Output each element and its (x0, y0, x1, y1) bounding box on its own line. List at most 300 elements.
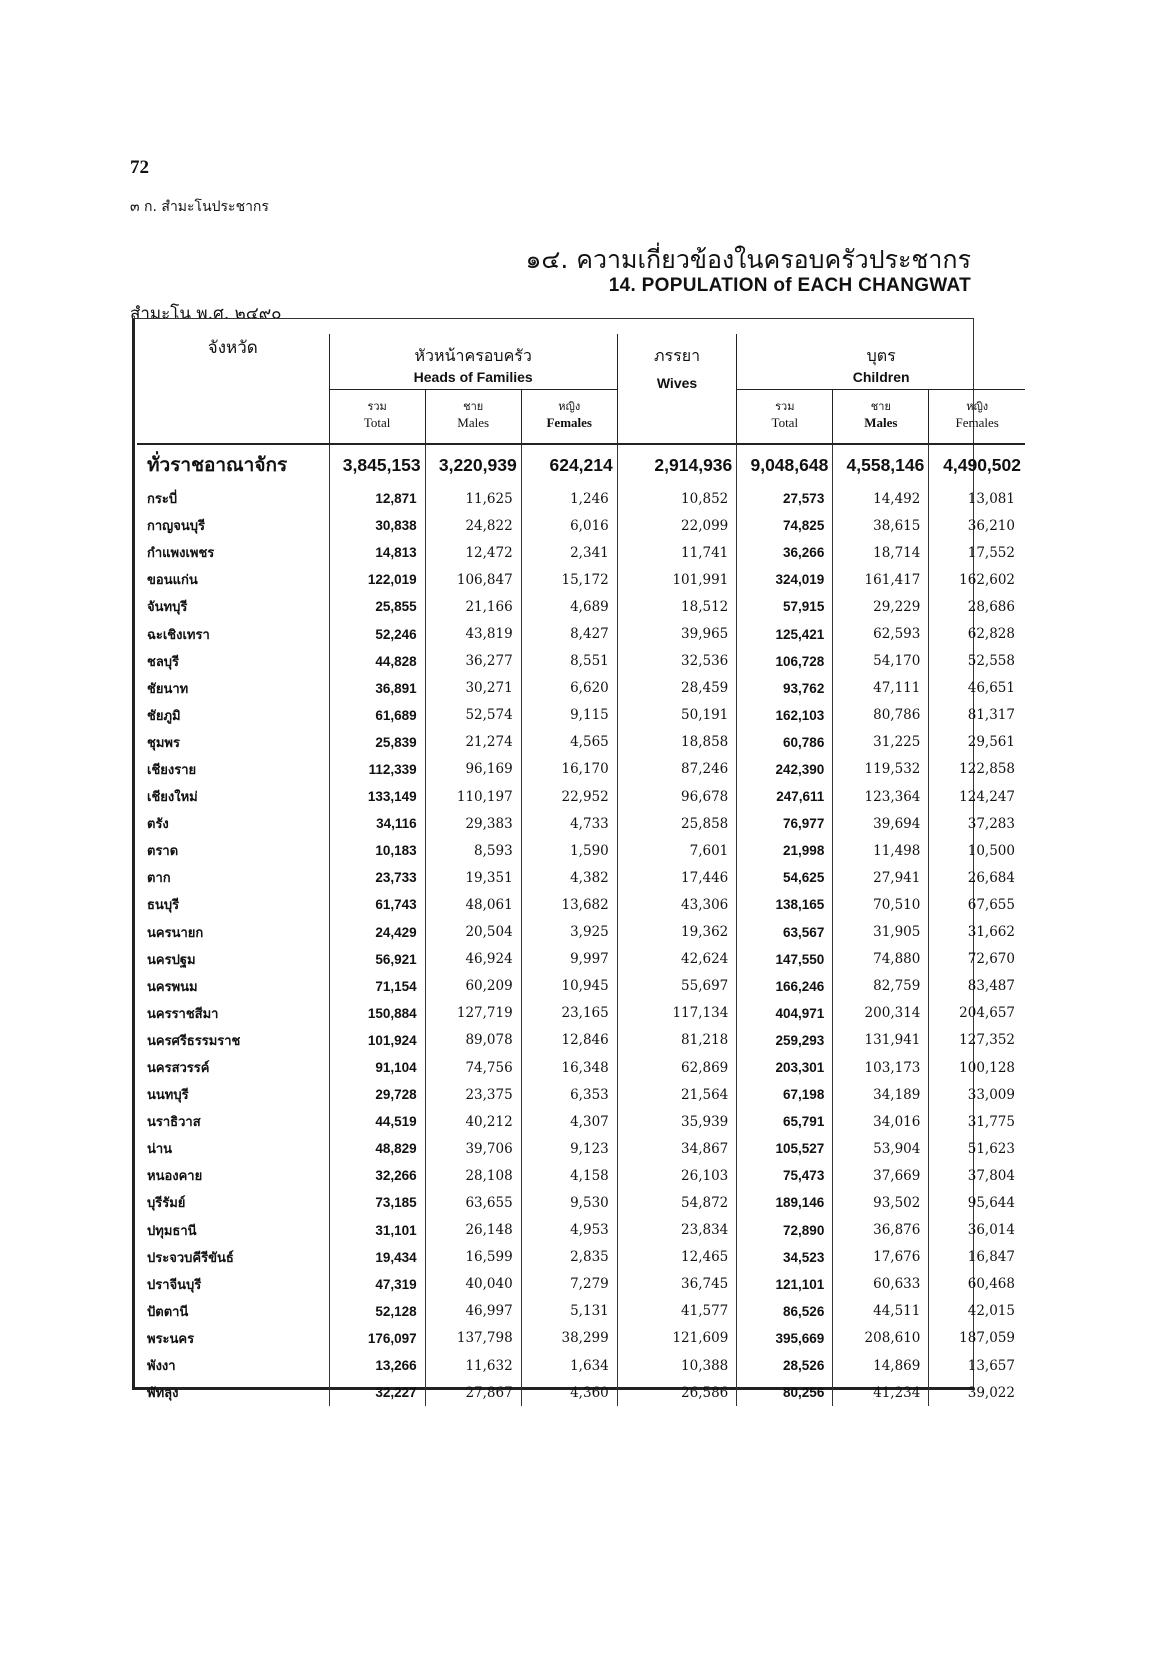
children-males-cell: 82,759 (833, 973, 929, 1000)
children-females-cell: 36,210 (967, 517, 1015, 534)
wives-cell: 42,624 (617, 946, 737, 973)
children-females-cell: 37,283 (967, 815, 1015, 832)
children-males-cell: 36,876 (833, 1217, 929, 1244)
table-row (137, 1000, 1025, 1027)
table-body (137, 444, 1025, 1406)
province-name-cell: พระนคร (137, 1325, 329, 1352)
table-row (137, 702, 1025, 729)
children-total-cell: 147,550 (737, 946, 833, 973)
heads-females-header: หญิง Females (521, 390, 617, 445)
children-total-cell: 54,625 (737, 864, 833, 891)
table-row (137, 1081, 1025, 1108)
heads-females-cell: 6,016 (521, 512, 617, 539)
heads-total-cell: 36,891 (329, 675, 425, 702)
heads-females-cell: 1,634 (521, 1352, 617, 1379)
heads-females-cell: 22,952 (521, 783, 617, 810)
province-name-cell: ธนบุรี (137, 891, 329, 918)
heads-males-cell: 11,625 (425, 485, 521, 512)
heads-females-cell: 9,997 (521, 946, 617, 973)
children-total-cell: 75,473 (737, 1162, 833, 1189)
heads-females-cell: 5,131 (521, 1298, 617, 1325)
wives-cell: 28,459 (617, 675, 737, 702)
province-name-cell: นครปฐม (137, 946, 329, 973)
province-name-cell: ปทุมธานี (137, 1217, 329, 1244)
children-females-cell: 62,828 (967, 626, 1015, 643)
children-females-cell: 28,686 (967, 598, 1015, 615)
wives-cell: 21,564 (617, 1081, 737, 1108)
heads-males-cell: 74,756 (425, 1054, 521, 1081)
children-header-english: Children (852, 369, 910, 385)
heads-females-cell: 1,246 (521, 485, 617, 512)
heads-total-cell: 48,829 (329, 1135, 425, 1162)
wives-cell: 18,858 (617, 729, 737, 756)
children-males-cell: 41,234 (833, 1379, 929, 1406)
heads-females-cell: 4,360 (521, 1379, 617, 1406)
heads-males-cell: 106,847 (425, 566, 521, 593)
heads-total-cell: 29,728 (329, 1081, 425, 1108)
children-males-cell: 34,016 (833, 1108, 929, 1135)
children-females-cell: 67,655 (967, 896, 1015, 913)
table-row (137, 1244, 1025, 1271)
table-row (137, 756, 1025, 783)
heads-females-cell: 4,953 (521, 1217, 617, 1244)
heads-total-cell: 176,097 (329, 1325, 425, 1352)
census-label: สำมะโน พ.ศ. ๒๔๙๐ (130, 304, 282, 324)
heads-females-cell: 38,299 (521, 1325, 617, 1352)
heads-total-cell: 19,434 (329, 1244, 425, 1271)
province-name-cell: พังงา (137, 1352, 329, 1379)
children-total-cell: 80,256 (737, 1379, 833, 1406)
children-females-cell: 204,657 (959, 1005, 1015, 1022)
children-total-cell: 247,611 (737, 783, 833, 810)
children-males-cell: 62,593 (833, 620, 929, 647)
table-row (137, 485, 1025, 512)
children-total-cell: 36,266 (737, 539, 833, 566)
heads-females-cell: 3,925 (521, 919, 617, 946)
children-females-cell: 72,670 (967, 951, 1015, 968)
children-total-cell: 74,825 (737, 512, 833, 539)
wives-cell: 117,134 (617, 1000, 737, 1027)
heads-total-cell: 52,128 (329, 1298, 425, 1325)
children-total-cell: 72,890 (737, 1217, 833, 1244)
heads-females-cell: 4,158 (521, 1162, 617, 1189)
wives-cell: 26,586 (617, 1379, 737, 1406)
heads-females-cell: 15,172 (521, 566, 617, 593)
heads-total-cell: 32,266 (329, 1162, 425, 1189)
heads-total-cell: 122,019 (329, 566, 425, 593)
heads-males-cell: 12,472 (425, 539, 521, 566)
heads-total-cell: 30,838 (329, 512, 425, 539)
province-name-cell: ตราด (137, 837, 329, 864)
heads-total-cell: 44,519 (329, 1108, 425, 1135)
table-row (137, 648, 1025, 675)
wives-cell: 62,869 (617, 1054, 737, 1081)
heads-females-cell: 4,565 (521, 729, 617, 756)
table-row (137, 891, 1025, 918)
children-total-cell: 34,523 (737, 1244, 833, 1271)
province-name-cell: กำแพงเพชร (137, 539, 329, 566)
heads-males-cell: 46,997 (425, 1298, 521, 1325)
province-name-cell: นครพนม (137, 973, 329, 1000)
table-row (137, 1352, 1025, 1379)
heads-males-cell: 52,574 (425, 702, 521, 729)
heads-males-cell: 110,197 (425, 783, 521, 810)
population-table (137, 334, 1025, 1406)
children-total-cell: 125,421 (737, 620, 833, 647)
children-females-cell: 95,644 (967, 1194, 1015, 1211)
children-males-cell: 11,498 (833, 837, 929, 864)
heads-males-cell: 20,504 (425, 919, 521, 946)
children-total-cell: 121,101 (737, 1271, 833, 1298)
total-children-total: 9,048,648 (737, 444, 833, 485)
table-row (137, 1271, 1025, 1298)
heads-females-cell: 6,353 (521, 1081, 617, 1108)
heads-total-cell: 34,116 (329, 810, 425, 837)
total-heads-total: 3,845,153 (329, 444, 425, 485)
total-children-males: 4,558,146 (833, 444, 929, 485)
children-females-cell: 36,014 (967, 1222, 1015, 1239)
heads-females-cell: 8,427 (521, 620, 617, 647)
children-females-cell: 26,684 (967, 869, 1015, 886)
table-row (137, 512, 1025, 539)
heads-males-cell: 28,108 (425, 1162, 521, 1189)
wives-cell: 25,858 (617, 810, 737, 837)
heads-males-cell: 48,061 (425, 891, 521, 918)
heads-females-cell: 12,846 (521, 1027, 617, 1054)
children-total-header: รวม Total (737, 390, 833, 445)
table-row (137, 1325, 1025, 1352)
children-females-cell: 60,468 (967, 1276, 1015, 1293)
wives-cell: 12,465 (617, 1244, 737, 1271)
children-females-cell: 42,015 (967, 1303, 1015, 1320)
children-males-cell: 14,492 (833, 485, 929, 512)
children-males-cell: 200,314 (833, 1000, 929, 1027)
heads-males-cell: 8,593 (425, 837, 521, 864)
wives-cell: 50,191 (617, 702, 737, 729)
children-total-cell: 57,915 (737, 593, 833, 620)
children-males-cell: 70,510 (833, 891, 929, 918)
heads-total-cell: 52,246 (329, 620, 425, 647)
children-total-cell: 189,146 (737, 1189, 833, 1216)
province-name-cell: ชุมพร (137, 729, 329, 756)
children-header-thai: บุตร (866, 346, 896, 365)
table-row (137, 1298, 1025, 1325)
table-row (137, 810, 1025, 837)
children-males-cell: 123,364 (833, 783, 929, 810)
province-name-cell: เชียงราย (137, 756, 329, 783)
children-total-cell: 105,527 (737, 1135, 833, 1162)
wives-cell: 87,246 (617, 756, 737, 783)
wives-cell: 17,446 (617, 864, 737, 891)
children-females-cell: 81,317 (967, 707, 1015, 724)
heads-total-cell: 133,149 (329, 783, 425, 810)
province-name-cell: ชลบุรี (137, 648, 329, 675)
table-row (137, 1189, 1025, 1216)
children-females-cell: 13,657 (967, 1357, 1015, 1374)
total-children-females: 4,490,502 (943, 454, 1021, 475)
heads-total-cell: 101,924 (329, 1027, 425, 1054)
table-row (137, 620, 1025, 647)
wives-header-english: Wives (656, 375, 698, 391)
heads-females-cell: 13,682 (521, 891, 617, 918)
heads-total-cell: 24,429 (329, 919, 425, 946)
heads-males-cell: 63,655 (425, 1189, 521, 1216)
heads-total-cell: 61,689 (329, 702, 425, 729)
wives-cell: 10,388 (617, 1352, 737, 1379)
children-total-cell: 203,301 (737, 1054, 833, 1081)
children-females-cell: 29,561 (967, 734, 1015, 751)
province-name-cell: ฉะเชิงเทรา (137, 620, 329, 647)
heads-total-cell: 150,884 (329, 1000, 425, 1027)
heads-total-cell: 13,266 (329, 1352, 425, 1379)
heads-males-cell: 137,798 (425, 1325, 521, 1352)
children-females-cell: 10,500 (967, 842, 1015, 859)
heads-total-cell: 31,101 (329, 1217, 425, 1244)
wives-cell: 121,609 (617, 1325, 737, 1352)
heads-females-cell: 9,115 (521, 702, 617, 729)
children-females-cell: 187,059 (959, 1330, 1015, 1347)
children-females-cell: 33,009 (967, 1086, 1015, 1103)
wives-cell: 36,745 (617, 1271, 737, 1298)
children-males-cell: 208,610 (833, 1325, 929, 1352)
children-total-cell: 166,246 (737, 973, 833, 1000)
wives-cell: 22,099 (617, 512, 737, 539)
wives-cell: 23,834 (617, 1217, 737, 1244)
heads-total-cell: 56,921 (329, 946, 425, 973)
province-name-cell: หนองคาย (137, 1162, 329, 1189)
wives-cell: 101,991 (617, 566, 737, 593)
heads-females-cell: 2,835 (521, 1244, 617, 1271)
children-total-cell: 138,165 (737, 891, 833, 918)
heads-males-cell: 27,867 (425, 1379, 521, 1406)
table-row (137, 1108, 1025, 1135)
children-females-cell: 16,847 (967, 1249, 1015, 1266)
heads-total-cell: 14,813 (329, 539, 425, 566)
table-title-thai: ๑๔. ความเกี่ยวข้องในครอบครัวประชากร (525, 245, 971, 274)
heads-total-cell: 32,227 (329, 1379, 425, 1406)
province-name-cell: จันทบุรี (137, 593, 329, 620)
children-total-cell: 28,526 (737, 1352, 833, 1379)
heads-females-cell: 9,123 (521, 1135, 617, 1162)
children-females-cell: 39,022 (967, 1384, 1015, 1401)
province-name-cell: กาญจนบุรี (137, 512, 329, 539)
table-row (137, 1027, 1025, 1054)
children-total-cell: 67,198 (737, 1081, 833, 1108)
heads-males-cell: 127,719 (425, 1000, 521, 1027)
table-row (137, 946, 1025, 973)
heads-total-cell: 73,185 (329, 1189, 425, 1216)
province-name-cell: พัทลุง (137, 1379, 329, 1406)
children-males-cell: 31,905 (833, 919, 929, 946)
children-males-cell: 14,869 (833, 1352, 929, 1379)
total-row-label: ทั่วราชอาณาจักร (137, 444, 329, 485)
wives-cell: 34,867 (617, 1135, 737, 1162)
children-total-cell: 86,526 (737, 1298, 833, 1325)
table-row (137, 1379, 1025, 1406)
children-total-cell: 93,762 (737, 675, 833, 702)
wives-header-thai: ภรรยา (653, 346, 701, 365)
province-name-cell: ชัยนาท (137, 675, 329, 702)
heads-males-cell: 36,277 (425, 648, 521, 675)
heads-males-cell: 89,078 (425, 1027, 521, 1054)
heads-males-cell: 24,822 (425, 512, 521, 539)
heads-females-cell: 7,279 (521, 1271, 617, 1298)
children-males-cell: 80,786 (833, 702, 929, 729)
province-name-cell: ปัตตานี (137, 1298, 329, 1325)
children-females-cell: 100,128 (959, 1059, 1015, 1076)
heads-males-cell: 19,351 (425, 864, 521, 891)
children-males-cell: 18,714 (833, 539, 929, 566)
children-females-cell: 31,662 (967, 924, 1015, 941)
total-heads-males: 3,220,939 (425, 444, 521, 485)
heads-males-cell: 11,632 (425, 1352, 521, 1379)
wives-cell: 32,536 (617, 648, 737, 675)
table-row (137, 837, 1025, 864)
table-row (137, 729, 1025, 756)
children-females-cell: 122,858 (959, 761, 1015, 778)
children-males-cell: 93,502 (833, 1189, 929, 1216)
table-row (137, 593, 1025, 620)
children-total-cell: 63,567 (737, 919, 833, 946)
heads-header-english: Heads of Families (413, 369, 533, 385)
children-females-cell: 162,602 (959, 571, 1015, 588)
children-females-cell: 52,558 (967, 653, 1015, 670)
heads-males-cell: 96,169 (425, 756, 521, 783)
heads-total-cell: 25,855 (329, 593, 425, 620)
wives-cell: 43,306 (617, 891, 737, 918)
heads-females-cell: 4,307 (521, 1108, 617, 1135)
children-females-cell: 13,081 (967, 490, 1015, 507)
heads-females-cell: 4,382 (521, 864, 617, 891)
province-name-cell: ตาก (137, 864, 329, 891)
children-total-cell: 76,977 (737, 810, 833, 837)
page-number: 72 (130, 157, 149, 178)
children-total-cell: 60,786 (737, 729, 833, 756)
children-females-cell: 17,552 (967, 544, 1015, 561)
province-name-cell: ตรัง (137, 810, 329, 837)
children-males-cell: 54,170 (833, 648, 929, 675)
children-males-cell: 47,111 (833, 675, 929, 702)
wives-cell: 18,512 (617, 593, 737, 620)
children-total-cell: 21,998 (737, 837, 833, 864)
wives-cell: 26,103 (617, 1162, 737, 1189)
heads-females-cell: 2,341 (521, 539, 617, 566)
table-row (137, 864, 1025, 891)
table-row (137, 783, 1025, 810)
table-row (137, 539, 1025, 566)
wives-cell: 7,601 (617, 837, 737, 864)
heads-total-cell: 25,839 (329, 729, 425, 756)
heads-females-cell: 8,551 (521, 648, 617, 675)
children-males-cell: 74,880 (833, 946, 929, 973)
children-total-cell: 106,728 (737, 648, 833, 675)
children-males-cell: 31,225 (833, 729, 929, 756)
children-total-cell: 242,390 (737, 756, 833, 783)
province-name-cell: นราธิวาส (137, 1108, 329, 1135)
children-total-cell: 27,573 (737, 485, 833, 512)
wives-cell: 39,965 (617, 620, 737, 647)
children-total-cell: 162,103 (737, 702, 833, 729)
children-females-cell: 127,352 (959, 1032, 1015, 1049)
province-name-cell: นครศรีธรรมราช (137, 1027, 329, 1054)
heads-total-cell: 112,339 (329, 756, 425, 783)
heads-females-cell: 4,689 (521, 593, 617, 620)
wives-cell: 96,678 (617, 783, 737, 810)
wives-cell: 81,218 (617, 1027, 737, 1054)
heads-total-cell: 44,828 (329, 648, 425, 675)
heads-males-cell: 29,383 (425, 810, 521, 837)
heads-males-cell: 16,599 (425, 1244, 521, 1271)
wives-header (617, 334, 737, 444)
heads-total-cell: 71,154 (329, 973, 425, 1000)
province-name-cell: นครราชสีมา (137, 1000, 329, 1027)
children-males-cell: 131,941 (833, 1027, 929, 1054)
province-name-cell: ปราจีนบุรี (137, 1271, 329, 1298)
table-row (137, 675, 1025, 702)
total-row (137, 444, 1025, 485)
heads-total-cell: 47,319 (329, 1271, 425, 1298)
province-header: จังหวัด (137, 334, 329, 444)
wives-cell: 54,872 (617, 1189, 737, 1216)
heads-total-cell: 10,183 (329, 837, 425, 864)
province-name-cell: บุรีรัมย์ (137, 1189, 329, 1216)
heads-males-cell: 21,274 (425, 729, 521, 756)
children-total-cell: 324,019 (737, 566, 833, 593)
table-row (137, 566, 1025, 593)
heads-total-header: รวม Total (329, 390, 425, 445)
children-males-cell: 37,669 (833, 1162, 929, 1189)
heads-males-cell: 40,040 (425, 1271, 521, 1298)
heads-males-cell: 40,212 (425, 1108, 521, 1135)
children-males-header: ชาย Males (833, 390, 929, 445)
heads-header-thai: หัวหน้าครอบครัว (414, 346, 532, 365)
children-males-cell: 17,676 (833, 1244, 929, 1271)
heads-males-cell: 23,375 (425, 1081, 521, 1108)
province-name-cell: กระบี่ (137, 485, 329, 512)
province-name-cell: ขอนแก่น (137, 566, 329, 593)
children-total-cell: 404,971 (737, 1000, 833, 1027)
wives-cell: 11,741 (617, 539, 737, 566)
heads-males-cell: 21,166 (425, 593, 521, 620)
children-females-cell: 51,623 (967, 1140, 1015, 1157)
total-heads-females: 624,214 (521, 444, 617, 485)
province-name-cell: นครสวรรค์ (137, 1054, 329, 1081)
children-total-cell: 259,293 (737, 1027, 833, 1054)
province-name-cell: เชียงใหม่ (137, 783, 329, 810)
children-females-cell: 31,775 (967, 1113, 1015, 1130)
heads-females-cell: 1,590 (521, 837, 617, 864)
children-males-cell: 53,904 (833, 1135, 929, 1162)
province-name-cell: ประจวบคีรีขันธ์ (137, 1244, 329, 1271)
heads-females-cell: 16,170 (521, 756, 617, 783)
province-name-cell: น่าน (137, 1135, 329, 1162)
heads-males-cell: 43,819 (425, 620, 521, 647)
heads-females-cell: 23,165 (521, 1000, 617, 1027)
children-males-cell: 38,615 (833, 512, 929, 539)
table-row (137, 1135, 1025, 1162)
children-females-header: หญิง Females (955, 400, 999, 430)
heads-of-families-header (329, 334, 617, 390)
wives-cell: 41,577 (617, 1298, 737, 1325)
section-label: ๓ ก. สำมะโนประชากร (130, 199, 269, 215)
wives-cell: 55,697 (617, 973, 737, 1000)
heads-total-cell: 91,104 (329, 1054, 425, 1081)
wives-cell: 35,939 (617, 1108, 737, 1135)
heads-males-header: ชาย Males (425, 390, 521, 445)
children-header (737, 334, 1025, 390)
children-females-cell: 37,804 (967, 1167, 1015, 1184)
province-name-cell: นนทบุรี (137, 1081, 329, 1108)
